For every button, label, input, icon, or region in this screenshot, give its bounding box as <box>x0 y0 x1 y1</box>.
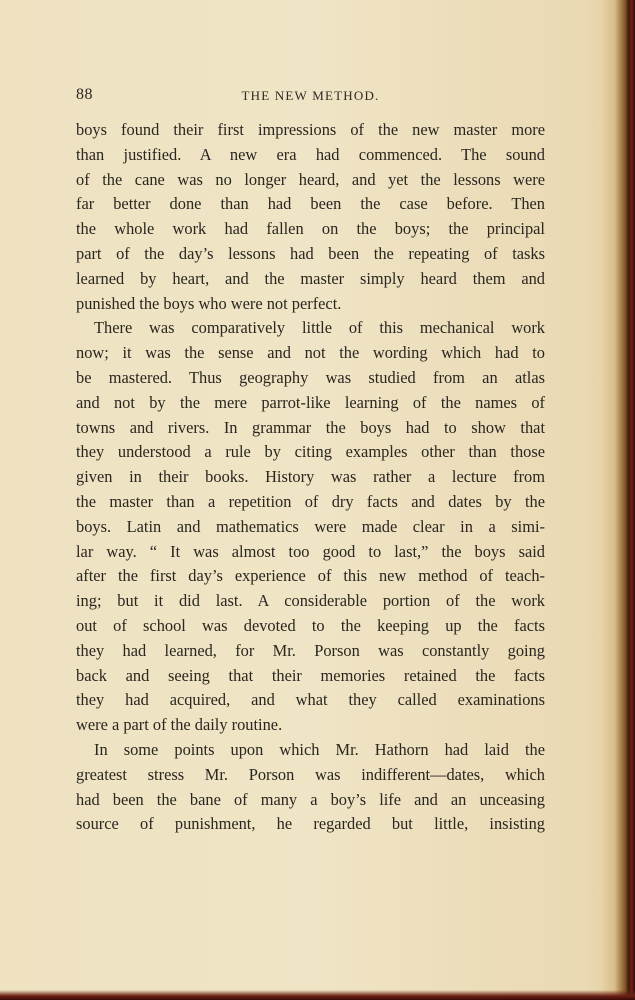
text-line: given in their books. History was rather a lecture from <box>76 467 545 487</box>
text-line: of the cane was no longer heard, and yet the lessons were <box>76 169 545 189</box>
text-line: towns and rivers. In grammar the boys had to show that <box>76 417 545 437</box>
text-line: ing; but it did last. A considerable portion of the work <box>76 591 545 611</box>
text-line: source of punishment, he regarded but little, insisting <box>76 814 545 834</box>
text-line: they had acquired, and what they called examinations <box>76 690 545 710</box>
text-line: boys found their first impressions of the new master more <box>76 120 545 139</box>
text-line: than justified. A new era had commenced. The sound <box>76 144 545 164</box>
text-line: be mastered. Thus geography was studied from an atlas <box>76 367 545 387</box>
text-line: they understood a rule by citing examples other than those <box>76 442 545 462</box>
text-line: had been the bane of many a boy’s life and an unceasing <box>76 789 545 809</box>
text-line: they had learned, for Mr. Porson was constantly going <box>76 640 545 660</box>
book-bottom-edge <box>0 990 635 1000</box>
paragraph-start-line: There was comparatively little of this mechanical work <box>94 318 545 338</box>
page-header <box>76 86 545 108</box>
text-line: greatest stress Mr. Porson was indifferent—dates, which <box>76 764 545 784</box>
text-line: boys. Latin and mathematics were made clear in a simi- <box>76 516 545 536</box>
running-head: THE NEW METHOD. <box>241 88 380 103</box>
text-line: learned by heart, and the master simply heard them and <box>76 268 545 288</box>
text-line: lar way. “ It was almost too good to last,” the boys said <box>76 541 545 561</box>
text-line: after the first day’s experience of this new method of teach- <box>76 566 545 586</box>
page-number: 88 <box>76 86 93 103</box>
book-edge <box>601 0 635 1000</box>
text-line: back and seeing that their memories retained the facts <box>76 665 545 685</box>
text-line: were a part of the daily routine. <box>76 715 283 735</box>
text-line: the whole work had fallen on the boys; the principal <box>76 219 545 239</box>
text-line: the master than a repetition of dry facts and dates by the <box>76 491 545 511</box>
text-line: and not by the mere parrot-like learning of the names of <box>76 392 545 412</box>
text-line: far better done than had been the case before. Then <box>76 194 545 214</box>
text-line: out of school was devoted to the keeping up the facts <box>76 615 545 635</box>
text-line: punished the boys who were not perfect. <box>76 293 342 313</box>
paragraph-start-line: In some points upon which Mr. Hathorn had laid the <box>94 739 545 759</box>
body-text <box>76 118 545 837</box>
text-line: now; it was the sense and not the wording which had to <box>76 343 545 363</box>
text-line: part of the day’s lessons had been the repeating of tasks <box>76 243 545 263</box>
